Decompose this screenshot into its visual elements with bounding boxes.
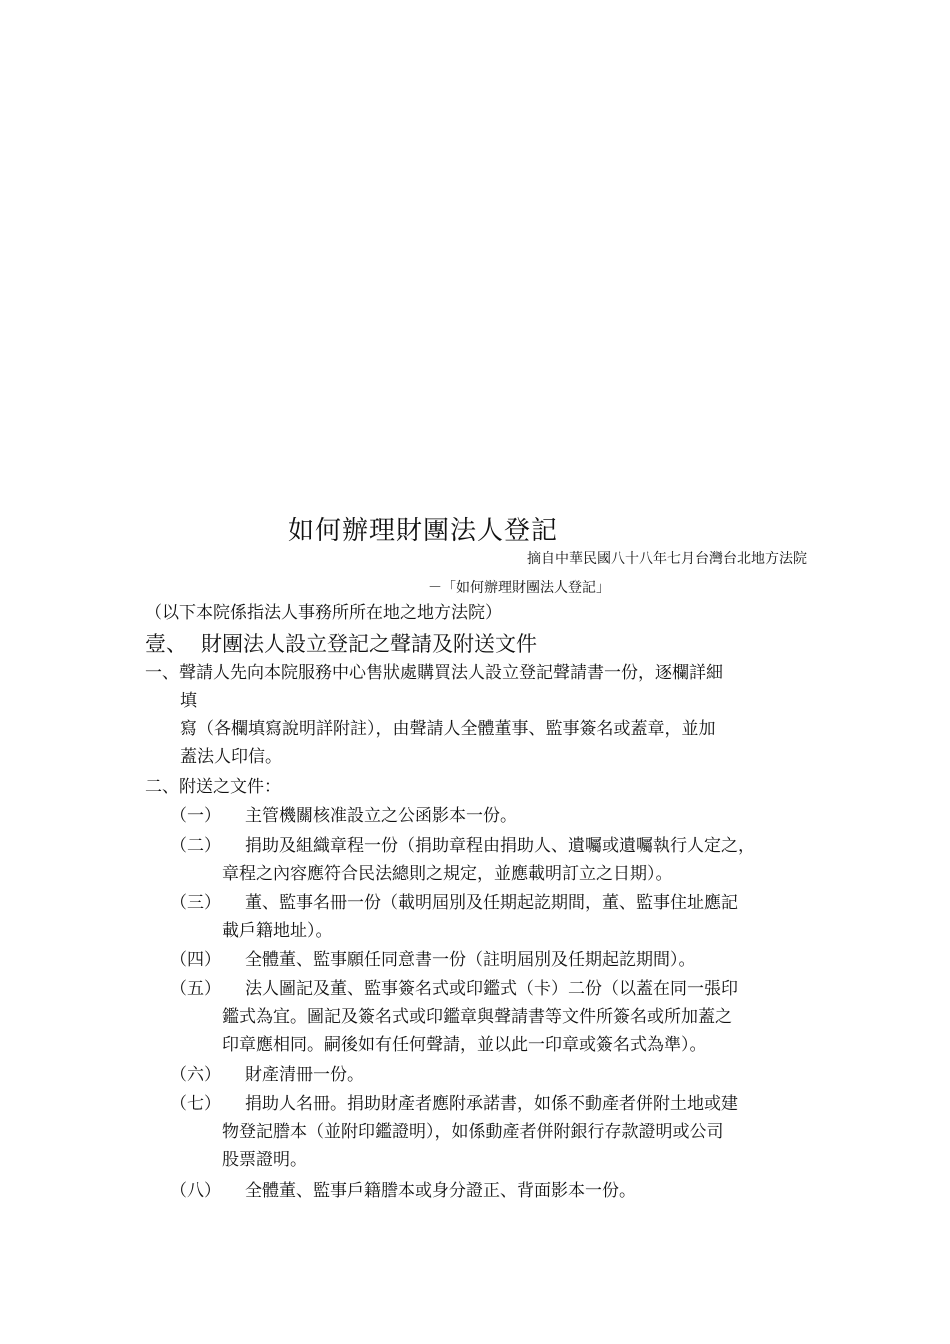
item-label: （八） <box>170 1181 221 1201</box>
section-number: 壹、 <box>145 632 187 656</box>
item-text: 財產清冊一份。 <box>245 1065 364 1085</box>
item-label: （三） <box>170 893 221 913</box>
paragraph1-line1: 一、聲請人先向本院服務中心售狀處購買法人設立登記聲請書一份，逐欄詳細 <box>145 663 723 683</box>
paragraph1-line3: 寫（各欄填寫說明詳附註），由聲請人全體董事、監事簽名或蓋章，並加 <box>180 719 716 739</box>
item-text: 載戶籍地址）。 <box>222 921 333 941</box>
item-text: 股票證明。 <box>222 1150 307 1170</box>
item-text: 捐助及組織章程一份（捐助章程由捐助人、遺囑或遺囑執行人定之， <box>245 836 755 856</box>
item-label: （四） <box>170 950 221 970</box>
item-text: 全體董、監事戶籍謄本或身分證正、背面影本一份。 <box>245 1181 636 1201</box>
document-title: 如何辦理財團法人登記 <box>288 516 559 546</box>
item-text: 物登記謄本（並附印鑑證明），如係動產者併附銀行存款證明或公司 <box>222 1122 724 1142</box>
item-label: （一） <box>170 806 221 826</box>
item-label: （五） <box>170 979 221 999</box>
source-line-2: －「如何辦理財團法人登記」 <box>428 580 610 596</box>
item-text: 主管機關核准設立之公函影本一份。 <box>245 806 517 826</box>
paragraph1-line4: 蓋法人印信。 <box>180 747 282 767</box>
item-text: 法人圖記及董、監事簽名式或印鑑式（卡）二份（以蓋在同一張印 <box>245 979 738 999</box>
item-label: （六） <box>170 1065 221 1085</box>
section-heading <box>145 628 537 658</box>
item-text: 鑑式為宜。圖記及簽名式或印鑑章與聲請書等文件所簽名或所加蓋之 <box>222 1007 732 1027</box>
item-text: 印章應相同。嗣後如有任何聲請，並以此一印章或簽名式為準）。 <box>222 1035 707 1055</box>
item-text: 全體董、監事願任同意書一份（註明屆別及任期起訖期間）。 <box>245 950 696 970</box>
section-title: 財團法人設立登記之聲請及附送文件 <box>201 632 537 656</box>
source-line-1: 摘自中華民國八十八年七月台灣台北地方法院 <box>527 551 807 567</box>
item-text: 董、監事名冊一份（載明屆別及任期起訖期間，董、監事住址應記 <box>245 893 738 913</box>
item-text: 章程之內容應符合民法總則之規定，並應載明訂立之日期）。 <box>222 864 673 884</box>
scope-note: （以下本院係指法人事務所所在地之地方法院） <box>145 603 502 623</box>
paragraph1-line2: 填 <box>180 691 197 711</box>
item-text: 捐助人名冊。捐助財產者應附承諾書，如係不動產者併附土地或建 <box>245 1094 738 1114</box>
item-label: （七） <box>170 1094 221 1114</box>
paragraph2-heading: 二、附送之文件： <box>145 777 281 797</box>
item-label: （二） <box>170 836 221 856</box>
